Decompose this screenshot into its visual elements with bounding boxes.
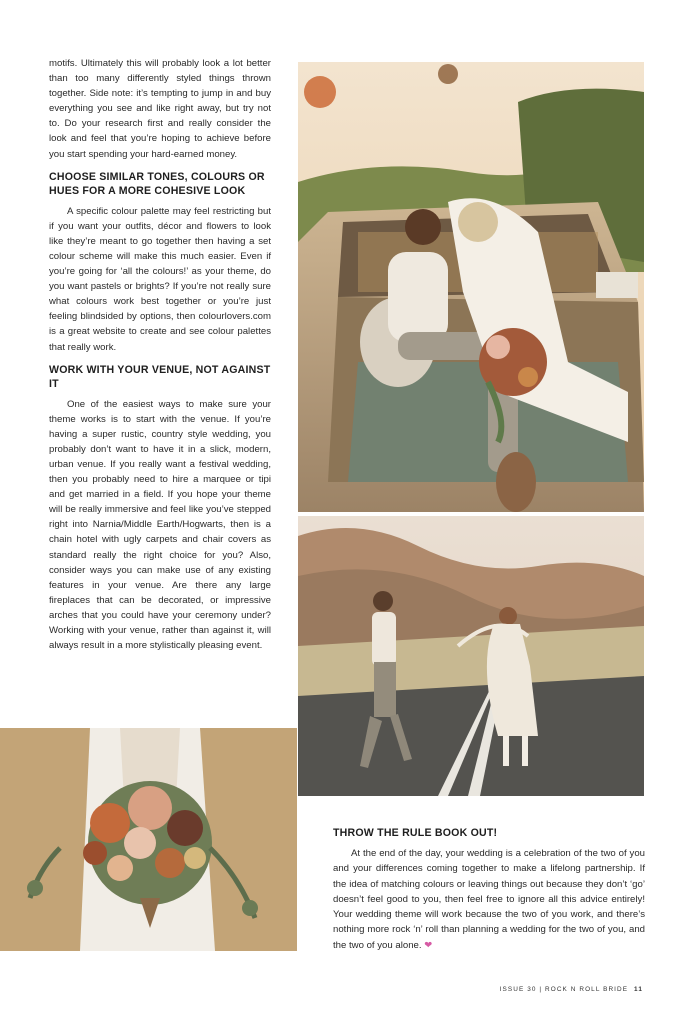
section-body-venue: One of the easiest ways to make sure your theme works is to start with the venue. If you’re having a super rustic, country style wedding, you probably don’t want to have it in a slick, modern, urban venue. If you really want a festival wedding, then you probably need to hire a marquee or tipi and get married in a field. If you hope your theme will be really immersive and feel like you’ve stepped right into Narnia/Middle Earth/Hogwarts, then is a chain hotel with ugly carpets and chair covers as standard really the right choice for you? Also, consider ways you can make use of any existing features in your venue. Are there any large fireplaces that can be decorated, or impressive arches that you could have your ceremony under? Working with your venue, rather than against it, will always result in a more stylistically pleasing event. [49, 398, 271, 652]
rule-book-text: At the end of the day, your wedding is a celebration of the two of you and your differences coming together to make a lifelong partnership. If the idea of matching colours or leaving things out because they don’t ‘go’ doesn’t feel good to you, then feel free to ignore all this advice entirely! Your wedding theme will work because the two of you work, and there’s nothing more rock ‘n’ roll than planning a wedding for the two of you, and the two of you alone. [333, 848, 645, 951]
section-heading-venue: WORK WITH YOUR VENUE, NOT AGAINST IT [49, 363, 271, 390]
couple-road-photo [298, 516, 644, 796]
section-heading-colours: CHOOSE SIMILAR TONES, COLOURS OR HUES FOR A MORE COHESIVE LOOK [49, 170, 265, 197]
issue-label: ISSUE 30 | ROCK N ROLL BRIDE [499, 986, 629, 993]
section-body-colours: A specific colour palette may feel restricting but if you want your outfits, décor and flowers to look like they’re meant to go together then having a set colour scheme will make this much easier. Even if you’re going for ‘all the colours!’ as your theme, do you want pastels or brights? If you’re not really sure what colours work best together or you’re just feeling blindsided by options, then colourlovers.com is a great website to create and see colour palettes that really work. [49, 205, 271, 353]
heart-icon: ❤ [424, 939, 433, 951]
couple-truck-photo [298, 62, 644, 512]
page-number: 11 [634, 986, 643, 993]
right-text-column [333, 826, 645, 953]
bouquet-photo [0, 728, 297, 951]
left-text-column [49, 56, 271, 653]
intro-paragraph: motifs. Ultimately this will probably look a lot better than too many differently styled things thrown together. Side note: it’s tempting to jump in and buy everything you see and like right away, but try not to. Do your research first and really consider the look and feel that you’re hoping to achieve before you start spending your hard-earned money. [49, 58, 271, 160]
page-footer [500, 986, 643, 993]
section-body-rule-book [333, 846, 645, 953]
section-heading-rule-book: THROW THE RULE BOOK OUT! [333, 827, 498, 839]
